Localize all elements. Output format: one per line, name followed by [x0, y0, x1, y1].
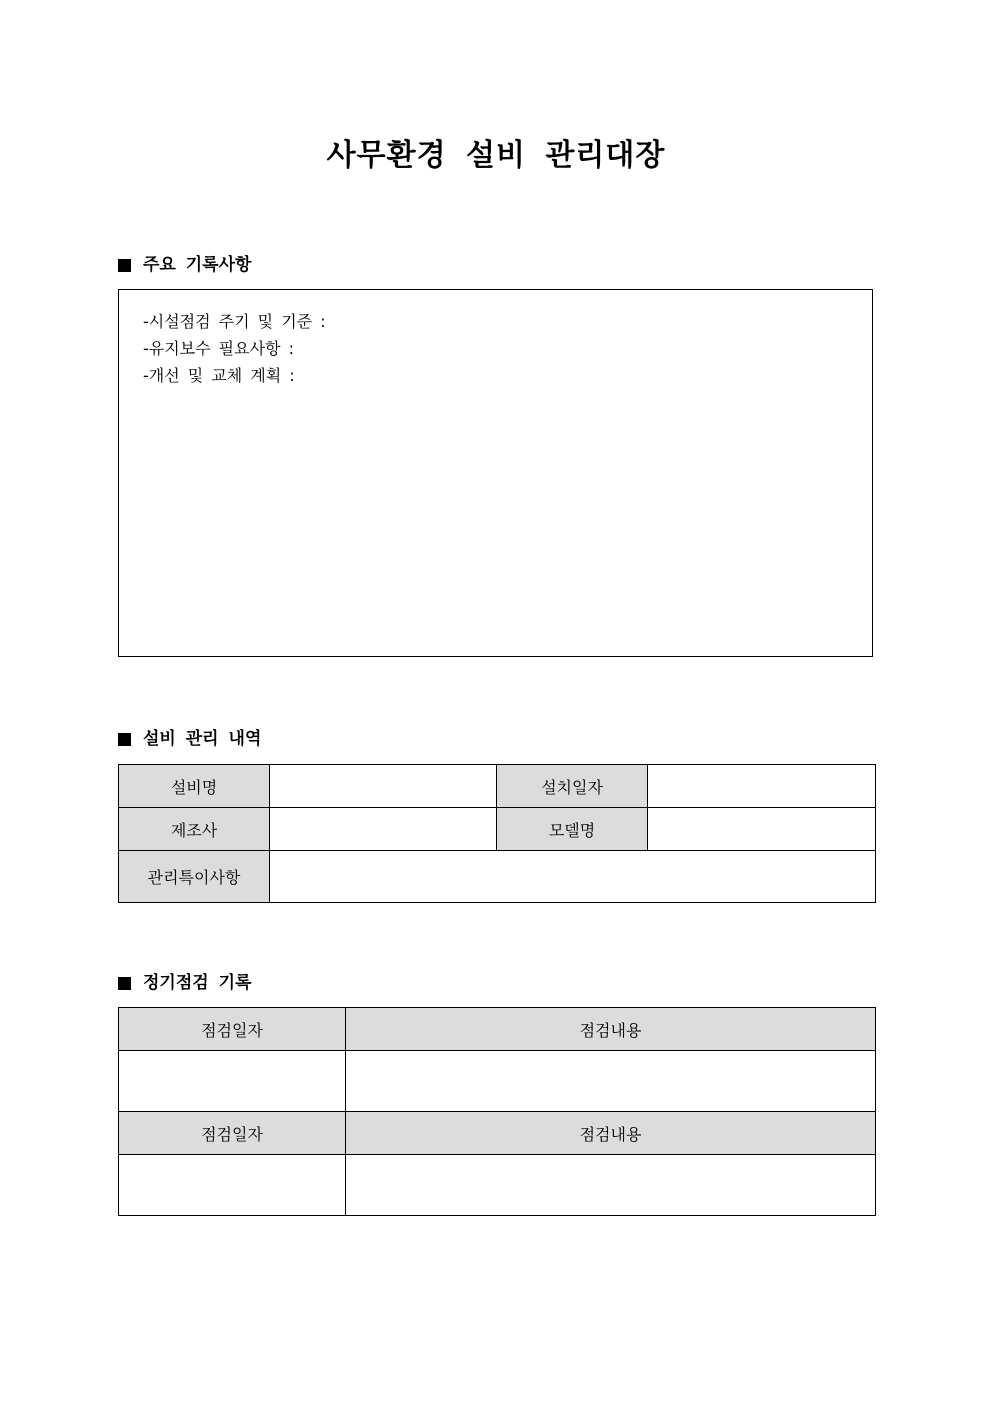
remarks-field[interactable]: [270, 851, 876, 903]
inspection-section-heading: [118, 971, 251, 995]
equipment-name-label: 설비명: [119, 765, 270, 808]
install-date-field[interactable]: [648, 765, 876, 808]
install-date-label: 설치일자: [497, 765, 648, 808]
model-field[interactable]: [648, 808, 876, 851]
square-bullet-icon: [118, 977, 131, 990]
equipment-heading-text: 설비 관리 내역: [143, 729, 262, 749]
inspection-content-header: 점검내용: [346, 1008, 876, 1051]
inspection-date-header: 점검일자: [119, 1112, 346, 1155]
notes-line-improvement: -개선 및 교체 계획 :: [143, 366, 295, 385]
manufacturer-field[interactable]: [270, 808, 497, 851]
table-row: [119, 808, 876, 851]
notes-box[interactable]: [118, 289, 873, 657]
model-label: 모델명: [497, 808, 648, 851]
inspection-date-field[interactable]: [119, 1155, 346, 1216]
table-row: [119, 765, 876, 808]
notes-line-maintenance: -유지보수 필요사항 :: [143, 339, 294, 358]
manufacturer-label: 제조사: [119, 808, 270, 851]
table-row: [119, 1008, 876, 1051]
equipment-table: [118, 764, 876, 903]
inspection-content-field[interactable]: [346, 1051, 876, 1112]
notes-section-heading: [118, 253, 251, 277]
inspection-content-field[interactable]: [346, 1155, 876, 1216]
square-bullet-icon: [118, 259, 131, 272]
page-title: 사무환경 설비 관리대장: [326, 138, 666, 173]
equipment-name-field[interactable]: [270, 765, 497, 808]
inspection-date-field[interactable]: [119, 1051, 346, 1112]
table-row: [119, 1051, 876, 1112]
inspection-table: [118, 1007, 876, 1216]
notes-line-inspection-cycle: -시설점검 주기 및 기준 :: [143, 312, 326, 331]
table-row: [119, 851, 876, 903]
remarks-label: 관리특이사항: [119, 851, 270, 903]
square-bullet-icon: [118, 733, 131, 746]
table-row: [119, 1112, 876, 1155]
inspection-date-header: 점검일자: [119, 1008, 346, 1051]
table-row: [119, 1155, 876, 1216]
inspection-content-header: 점검내용: [346, 1112, 876, 1155]
equipment-section-heading: [118, 727, 261, 751]
notes-heading-text: 주요 기록사항: [143, 255, 252, 275]
inspection-heading-text: 정기점검 기록: [143, 973, 252, 993]
